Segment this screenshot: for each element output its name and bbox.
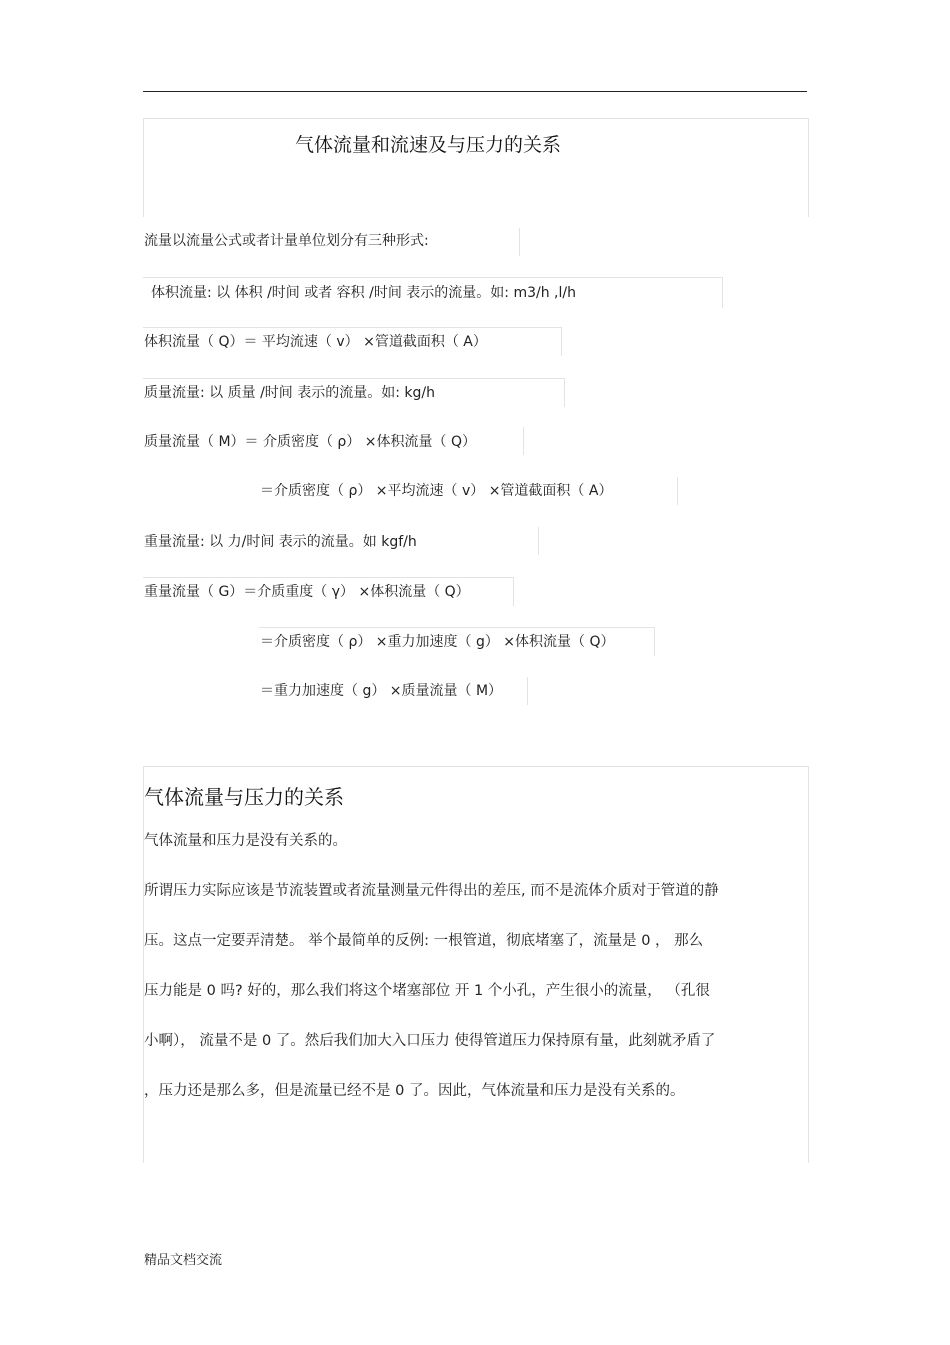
intro-divider [519, 228, 520, 256]
paragraph-line: 小啊）， 流量不是 0 了。然后我们加大入口压力 使得管道压力保持原有量，此刻就矛盾了 [144, 1033, 716, 1049]
paragraph-line: ，压力还是那么多，但是流量已经不是 0 了。因此，气体流量和压力是没有关系的。 [144, 1083, 685, 1099]
section-heading: 气体流量与压力的关系 [144, 785, 344, 809]
footer-label: 精品文档交流 [144, 1253, 223, 1268]
intro-text: 流量以流量公式或者计量单位划分有三种形式: [144, 233, 429, 249]
paragraph-line: 所谓压力实际应该是节流装置或者流量测量元件得出的差压, 而不是流体介质对于管道的静 [144, 883, 719, 899]
weight-flow-formula-final: ＝重力加速度（ g） ×质量流量（ M） [260, 683, 503, 699]
document-title: 气体流量和流速及与压力的关系 [295, 134, 562, 156]
volume-flow-formula: 体积流量（ Q）＝ 平均流速（ v） ×管道截面积（ A） [144, 334, 487, 350]
mass-flow-formula-continued: ＝介质密度（ ρ） ×平均流速（ v） ×管道截面积（ A） [260, 483, 613, 499]
pressure-section-frame [143, 766, 809, 1163]
volume-flow-definition: 体积流量: 以 体积 /时间 或者 容积 /时间 表示的流量。如: m3/h ,l/h [151, 285, 576, 301]
weight-flow-divider [538, 527, 539, 555]
mass-flow-formula: 质量流量（ M）＝ 介质密度（ ρ） ×体积流量（ Q） [144, 434, 476, 450]
section-lead: 气体流量和压力是没有关系的。 [144, 833, 347, 849]
weight-flow-formula: 重量流量（ G）＝介质重度（ γ） ×体积流量（ Q） [144, 584, 470, 600]
paragraph-line: 压力能是 0 吗? 好的，那么我们将这个堵塞部位 开 1 个小孔，产生很小的流量， （孔很 [144, 983, 710, 999]
mass-flow-definition: 质量流量: 以 质量 /时间 表示的流量。如: kg/h [144, 385, 435, 401]
mass-flow-formula-2-divider [677, 477, 678, 505]
paragraph-line: 压。这点一定要弄清楚。 举个最简单的反例: 一根管道，彻底堵塞了，流量是 0 ， 那么 [144, 933, 704, 949]
header-rule [143, 91, 807, 92]
weight-flow-formula-3-divider [527, 677, 528, 705]
weight-flow-formula-continued: ＝介质密度（ ρ） ×重力加速度（ g） ×体积流量（ Q） [260, 634, 615, 650]
weight-flow-definition: 重量流量: 以 力/时间 表示的流量。如 kgf/h [144, 534, 417, 550]
mass-flow-formula-divider [523, 427, 524, 455]
